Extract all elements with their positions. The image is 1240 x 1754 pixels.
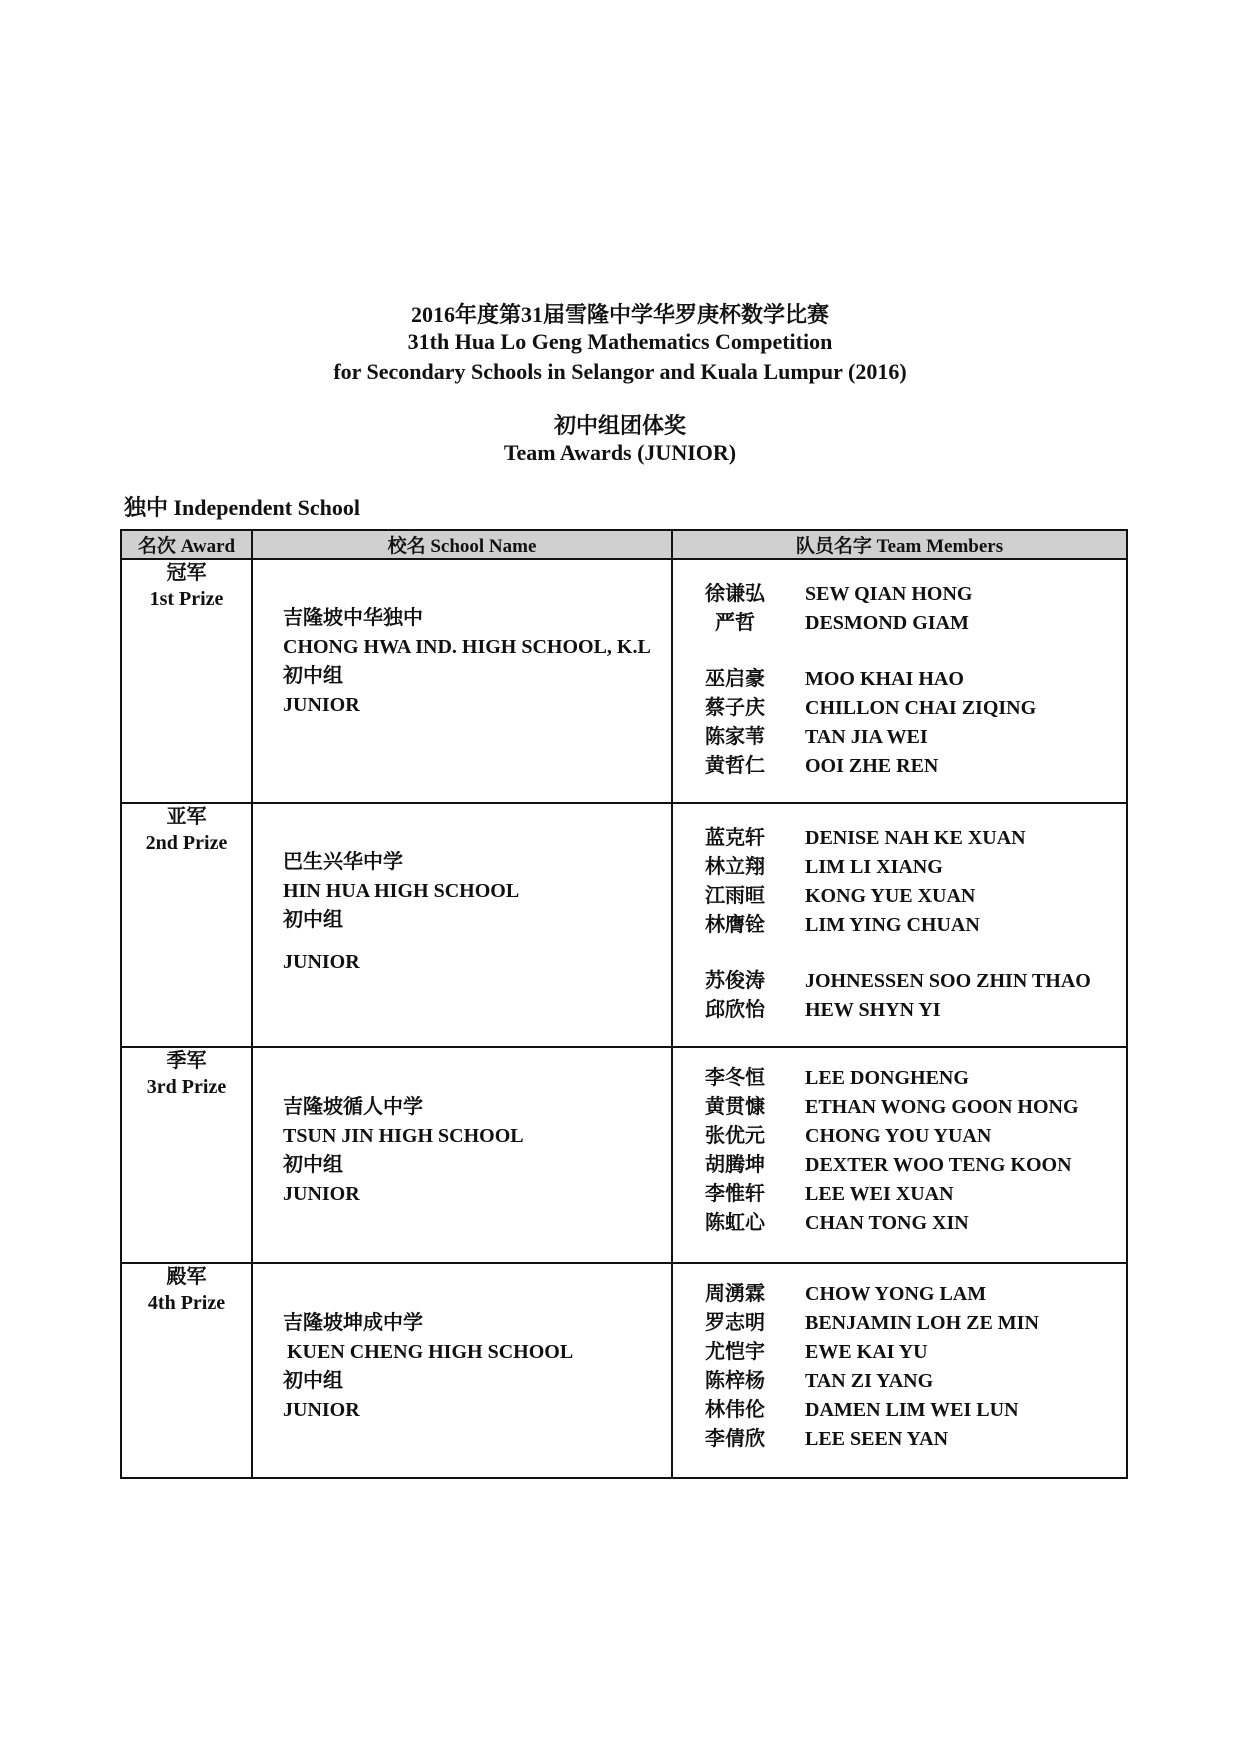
title-english-line-2: for Secondary Schools in Selangor and Kuala Lumpur (2016) — [333, 359, 907, 384]
list-item — [705, 996, 1126, 1025]
group-english: JUNIOR — [283, 951, 360, 973]
member-name-chinese: 张优元 — [705, 1125, 765, 1147]
list-item — [705, 1151, 1126, 1180]
award-cell — [121, 1047, 252, 1263]
member-name-chinese: 李惟轩 — [705, 1183, 765, 1205]
member-name-english: LEE WEI XUAN — [805, 1183, 954, 1205]
section-title: 独中 Independent School — [124, 495, 360, 520]
member-name-english: ETHAN WONG GOON HONG — [805, 1096, 1079, 1118]
school-cell — [252, 559, 672, 803]
member-name-english: CHILLON CHAI ZIQING — [805, 697, 1037, 719]
member-name-chinese: 徐谦弘 — [705, 583, 765, 605]
award-label-chinese: 冠军 — [166, 562, 207, 584]
list-item — [705, 882, 1126, 911]
award-column-header: 名次 Award — [121, 530, 252, 559]
table-row — [121, 559, 1127, 803]
member-name-chinese: 周湧霖 — [705, 1283, 765, 1305]
member-name-chinese: 严哲 — [715, 612, 755, 634]
group-chinese: 初中组 — [283, 1154, 343, 1176]
school-name-english: KUEN CHENG HIGH SCHOOL — [287, 1341, 574, 1363]
award-label-english: 2nd Prize — [145, 832, 228, 854]
list-item — [705, 1122, 1126, 1151]
member-name-english: DESMOND GIAM — [805, 612, 969, 634]
school-name-chinese: 吉隆坡中华独中 — [283, 607, 423, 629]
member-name-english: HEW SHYN YI — [805, 999, 941, 1021]
table-header-row — [121, 530, 1127, 559]
group-english: JUNIOR — [283, 1183, 360, 1205]
member-name-chinese: 陈家苇 — [705, 726, 765, 748]
list-item — [705, 1338, 1126, 1367]
list-item — [705, 1093, 1126, 1122]
school-cell — [252, 803, 672, 1047]
member-name-chinese: 江雨晅 — [705, 885, 765, 907]
member-name-english: MOO KHAI HAO — [805, 668, 964, 690]
title-chinese: 2016年度第31届雪隆中学华罗庚杯数学比赛 — [410, 302, 829, 327]
list-item — [705, 694, 1126, 723]
member-name-chinese: 罗志明 — [705, 1312, 765, 1334]
school-name-english: HIN HUA HIGH SCHOOL — [283, 880, 520, 902]
award-label-chinese: 亚军 — [166, 806, 207, 828]
member-name-chinese: 尤恺宇 — [705, 1341, 765, 1363]
member-name-chinese: 蓝克轩 — [705, 827, 765, 849]
member-name-english: LIM LI XIANG — [805, 856, 943, 878]
school-name-english: TSUN JIN HIGH SCHOOL — [283, 1125, 524, 1147]
member-name-english: TAN JIA WEI — [805, 726, 928, 748]
list-item — [705, 1280, 1126, 1309]
member-name-chinese: 陈梓杨 — [705, 1370, 765, 1392]
award-cell — [121, 1263, 252, 1478]
group-chinese: 初中组 — [283, 665, 343, 687]
award-label-chinese: 殿军 — [166, 1266, 207, 1288]
member-name-chinese: 黄哲仁 — [705, 755, 765, 777]
subtitle-english: Team Awards (JUNIOR) — [503, 440, 737, 465]
award-label-english: 4th Prize — [147, 1292, 226, 1314]
school-name-chinese: 巴生兴华中学 — [283, 851, 403, 873]
member-name-chinese: 黄贯慷 — [705, 1096, 765, 1118]
member-name-chinese: 胡腾坤 — [705, 1154, 765, 1176]
list-item — [705, 1367, 1126, 1396]
member-name-english: BENJAMIN LOH ZE MIN — [805, 1312, 1039, 1334]
school-cell — [252, 1263, 672, 1478]
member-name-english: TAN ZI YANG — [805, 1370, 934, 1392]
members-cell — [672, 1263, 1127, 1478]
list-item — [705, 1064, 1126, 1093]
list-item — [705, 1180, 1126, 1209]
member-name-english: LEE DONGHENG — [805, 1067, 969, 1089]
award-label-english: 3rd Prize — [146, 1076, 227, 1098]
list-item — [705, 1425, 1126, 1454]
member-name-chinese: 林立翔 — [705, 856, 765, 878]
school-name-english: CHONG HWA IND. HIGH SCHOOL, K.L — [283, 636, 651, 658]
group-chinese: 初中组 — [283, 1370, 343, 1392]
list-item — [705, 665, 1126, 694]
members-cell — [672, 803, 1127, 1047]
member-name-chinese: 林膺铨 — [705, 914, 765, 936]
member-name-chinese: 蔡子庆 — [705, 697, 765, 719]
group-chinese: 初中组 — [283, 909, 343, 931]
table-row — [121, 1047, 1127, 1263]
list-item — [705, 752, 1126, 781]
member-name-chinese: 李冬恒 — [705, 1067, 765, 1089]
award-label-chinese: 季军 — [166, 1050, 207, 1072]
list-item — [705, 967, 1126, 996]
member-name-chinese: 李倩欣 — [705, 1428, 765, 1450]
member-name-chinese: 邱欣怡 — [705, 999, 765, 1021]
table-row — [121, 1263, 1127, 1478]
member-name-english: LEE SEEN YAN — [805, 1428, 949, 1450]
member-name-english: JOHNESSEN SOO ZHIN THAO — [805, 970, 1091, 992]
member-name-english: DEXTER WOO TENG KOON — [805, 1154, 1072, 1176]
member-name-english: EWE KAI YU — [805, 1341, 928, 1363]
member-name-english: DAMEN LIM WEI LUN — [805, 1399, 1019, 1421]
member-name-english: DENISE NAH KE XUAN — [805, 827, 1026, 849]
award-cell — [121, 559, 252, 803]
list-item — [705, 1209, 1126, 1238]
members-column-header: 队员名字 Team Members — [672, 530, 1127, 559]
list-item — [705, 853, 1126, 882]
member-name-english: SEW QIAN HONG — [805, 583, 973, 605]
member-name-english: CHAN TONG XIN — [805, 1212, 969, 1234]
list-item — [705, 911, 1126, 940]
award-cell — [121, 803, 252, 1047]
member-name-english: CHONG YOU YUAN — [805, 1125, 992, 1147]
title-english-line-1: 31th Hua Lo Geng Mathematics Competition — [407, 329, 833, 354]
list-item — [705, 1396, 1126, 1425]
list-item — [705, 824, 1126, 853]
member-name-english: KONG YUE XUAN — [805, 885, 976, 907]
member-name-chinese: 苏俊涛 — [705, 970, 765, 992]
school-cell — [252, 1047, 672, 1263]
group-english: JUNIOR — [283, 694, 360, 716]
members-cell — [672, 1047, 1127, 1263]
list-item — [705, 609, 1126, 638]
award-label-english: 1st Prize — [149, 588, 224, 610]
member-name-english: OOI ZHE REN — [805, 755, 939, 777]
list-item — [705, 1309, 1126, 1338]
list-item — [705, 580, 1126, 609]
school-name-chinese: 吉隆坡坤成中学 — [283, 1312, 423, 1334]
member-name-chinese: 巫启豪 — [705, 668, 765, 690]
member-name-chinese: 林伟伦 — [705, 1399, 765, 1421]
team-awards-table — [120, 529, 1128, 1479]
group-english: JUNIOR — [283, 1399, 360, 1421]
school-column-header: 校名 School Name — [252, 530, 672, 559]
list-item — [705, 723, 1126, 752]
member-name-chinese: 陈虹心 — [705, 1212, 765, 1234]
members-cell — [672, 559, 1127, 803]
school-name-chinese: 吉隆坡循人中学 — [283, 1096, 423, 1118]
member-name-english: CHOW YONG LAM — [805, 1283, 987, 1305]
subtitle-chinese: 初中组团体奖 — [553, 413, 686, 438]
member-name-english: LIM YING CHUAN — [805, 914, 980, 936]
table-row — [121, 803, 1127, 1047]
